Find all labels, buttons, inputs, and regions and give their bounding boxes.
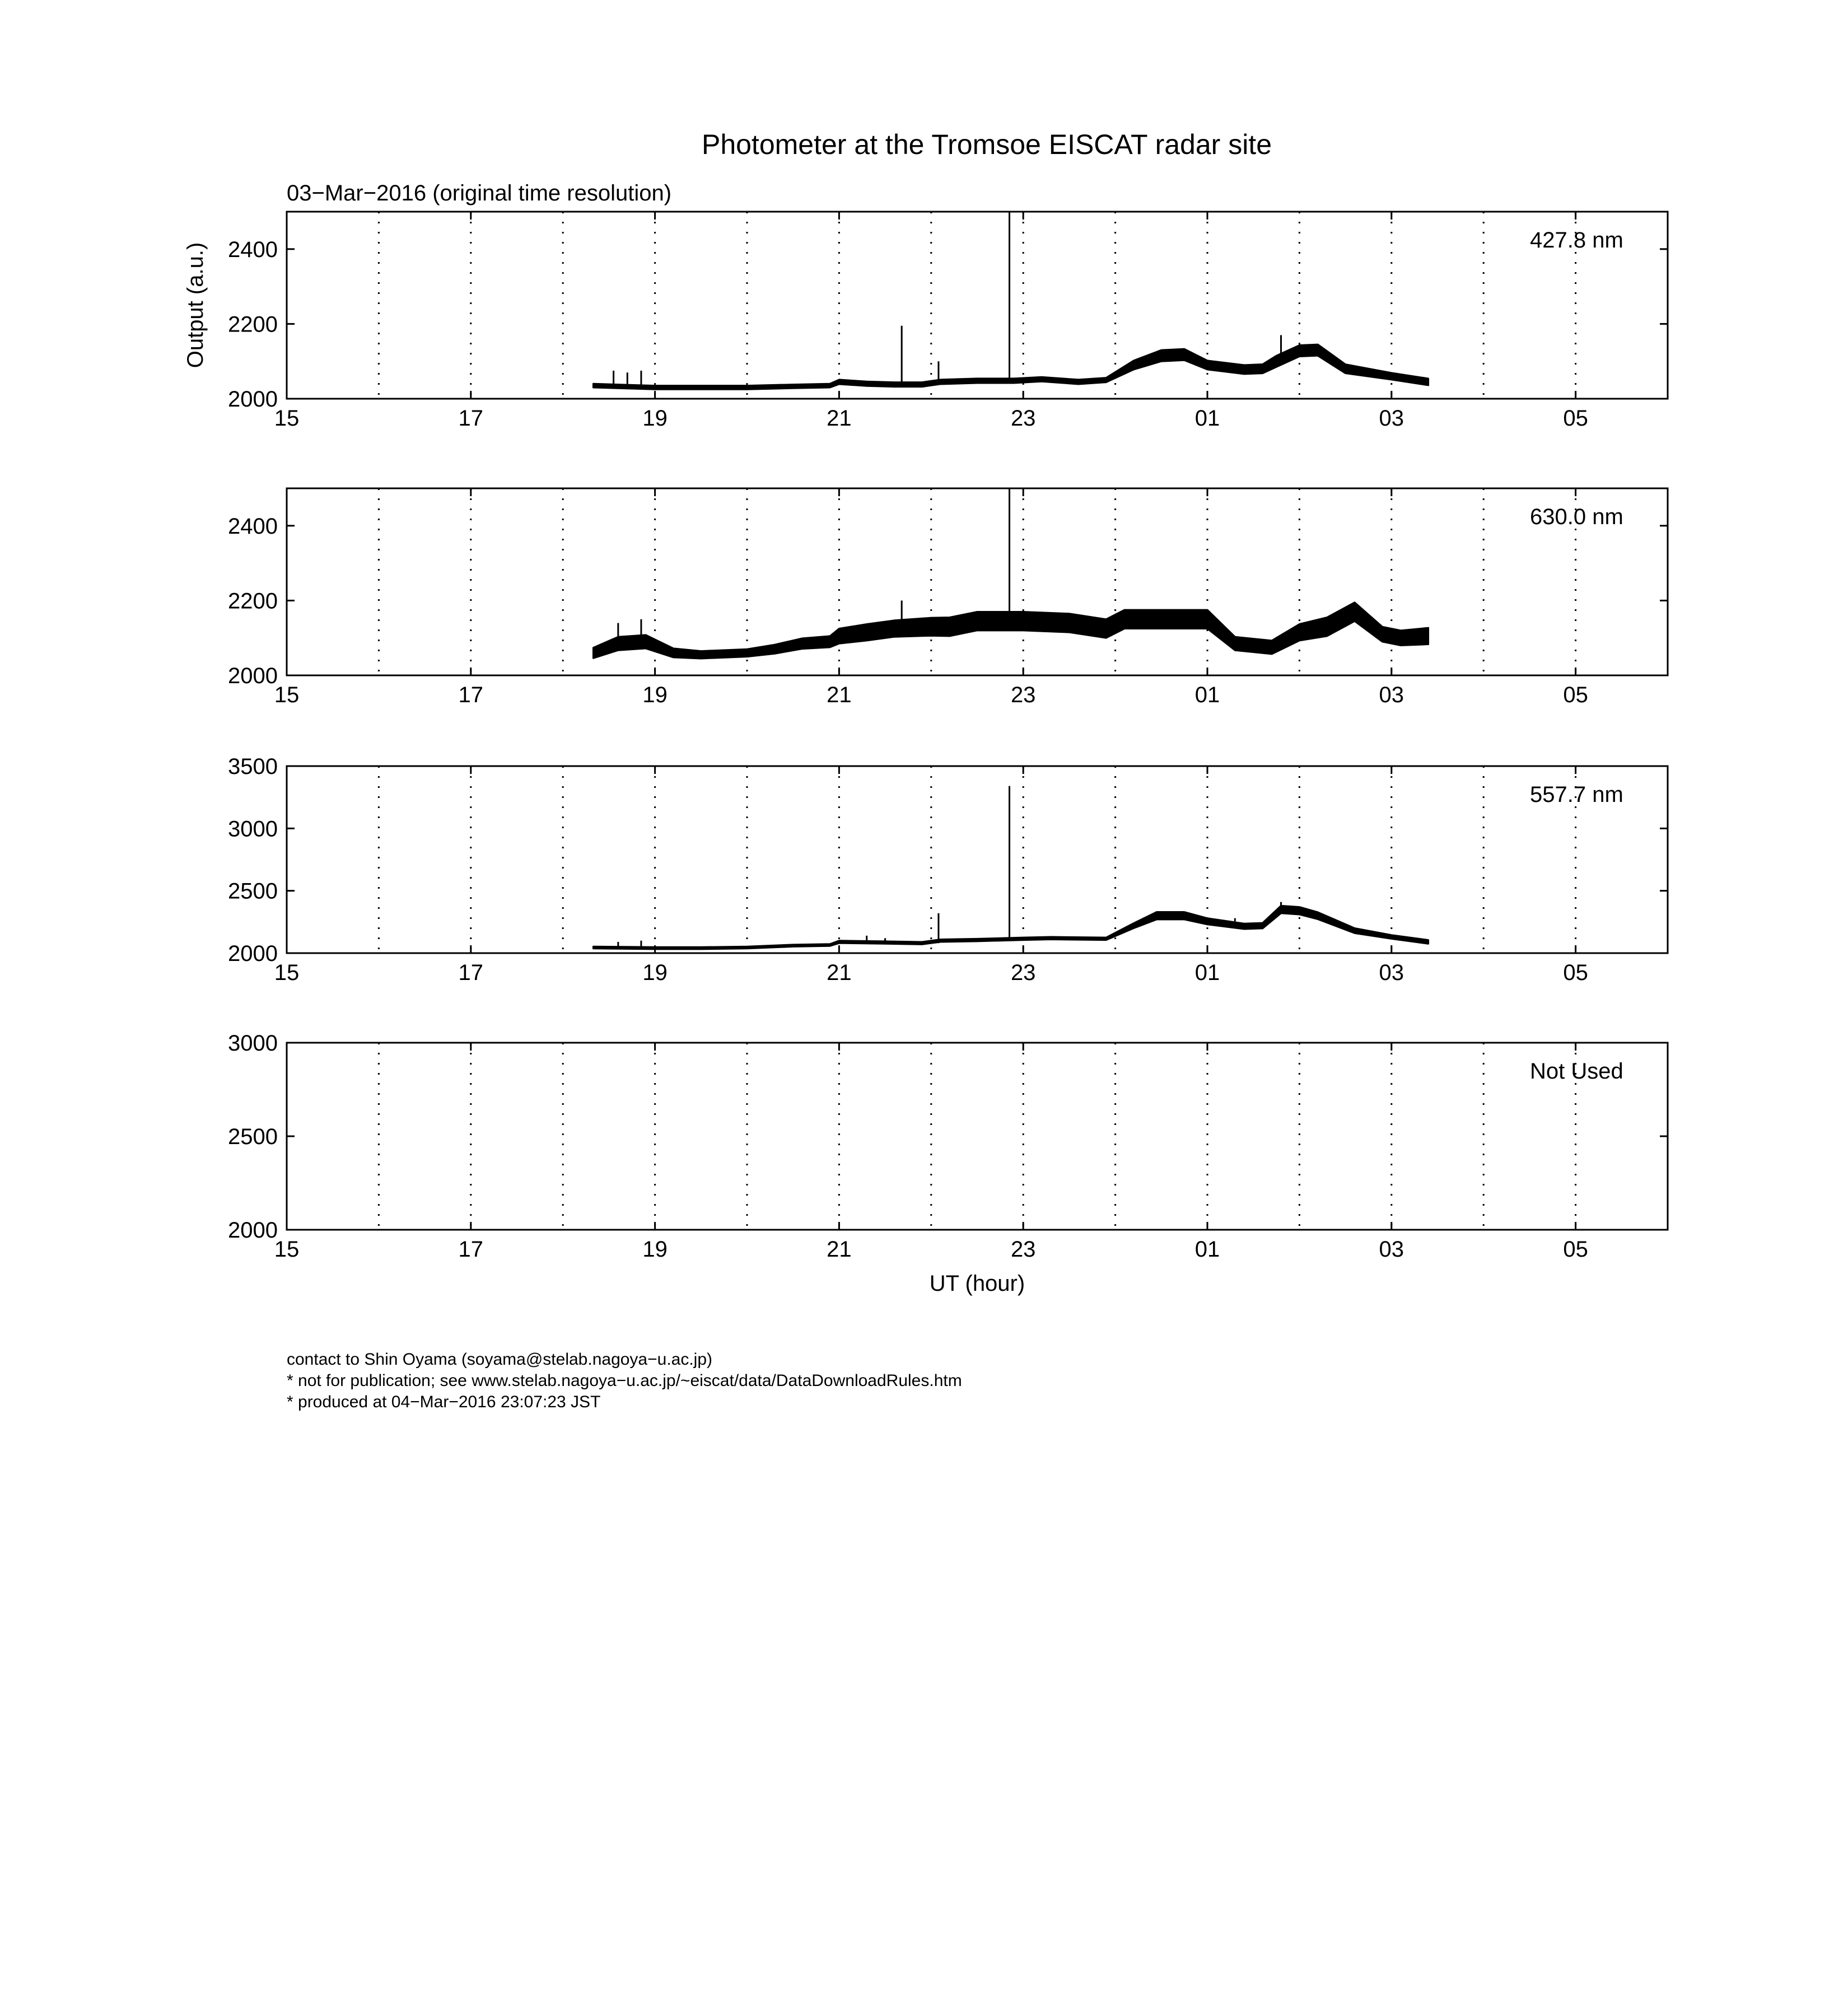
panel-label: 557.7 nm xyxy=(1530,782,1623,807)
x-tick-label: 17 xyxy=(458,1237,484,1262)
x-tick-label: 15 xyxy=(274,406,300,431)
x-tick-label: 17 xyxy=(458,406,484,431)
x-tick-label: 23 xyxy=(1010,1237,1036,1262)
x-tick-label: 21 xyxy=(827,683,852,707)
x-tick-label: 23 xyxy=(1010,960,1036,985)
x-tick-label: 19 xyxy=(642,1237,668,1262)
y-tick-label: 2500 xyxy=(228,1124,278,1149)
y-tick-label: 2500 xyxy=(228,879,278,904)
y-tick-label: 3500 xyxy=(228,754,278,779)
panel-label: Not Used xyxy=(1530,1059,1623,1084)
panel-427-8nm xyxy=(228,212,1668,431)
y-tick-label: 2200 xyxy=(228,589,278,614)
x-tick-label: 19 xyxy=(642,683,668,707)
axes-box xyxy=(287,1043,1668,1230)
x-tick-label: 03 xyxy=(1379,1237,1404,1262)
y-tick-label: 2000 xyxy=(228,664,278,688)
footer-produced-at: * produced at 04−Mar−2016 23:07:23 JST xyxy=(287,1393,601,1411)
x-tick-label: 15 xyxy=(274,1237,300,1262)
figure-subtitle: 03−Mar−2016 (original time resolution) xyxy=(287,181,672,206)
x-tick-label: 03 xyxy=(1379,406,1404,431)
panel-not-used xyxy=(228,1031,1668,1262)
x-tick-label: 15 xyxy=(274,960,300,985)
panel-label: 630.0 nm xyxy=(1530,505,1623,529)
panel-630-0nm xyxy=(228,488,1668,707)
x-tick-label: 01 xyxy=(1194,960,1220,985)
y-tick-label: 2000 xyxy=(228,941,278,966)
y-tick-label: 2400 xyxy=(228,237,278,262)
x-tick-label: 21 xyxy=(827,406,852,431)
x-tick-label: 21 xyxy=(827,960,852,985)
x-tick-label: 03 xyxy=(1379,960,1404,985)
y-tick-label: 3000 xyxy=(228,1031,278,1056)
x-tick-label: 23 xyxy=(1010,406,1036,431)
x-tick-label: 01 xyxy=(1194,1237,1220,1262)
y-axis-label: Output (a.u.) xyxy=(183,242,208,368)
x-tick-label: 19 xyxy=(642,960,668,985)
y-tick-label: 2000 xyxy=(228,1218,278,1243)
x-tick-label: 03 xyxy=(1379,683,1404,707)
axes-box xyxy=(287,488,1668,675)
x-tick-label: 01 xyxy=(1194,406,1220,431)
x-tick-label: 19 xyxy=(642,406,668,431)
x-tick-label: 05 xyxy=(1563,960,1588,985)
panel-557-7nm xyxy=(228,754,1668,985)
y-tick-label: 3000 xyxy=(228,816,278,842)
x-tick-label: 21 xyxy=(827,1237,852,1262)
x-tick-label: 15 xyxy=(274,683,300,707)
x-tick-label: 05 xyxy=(1563,683,1588,707)
x-axis-label: UT (hour) xyxy=(929,1271,1025,1296)
figure-title: Photometer at the Tromsoe EISCAT radar site xyxy=(701,129,1272,160)
axes-box xyxy=(287,212,1668,399)
y-tick-label: 2200 xyxy=(228,312,278,337)
axes-box xyxy=(287,766,1668,953)
x-tick-label: 17 xyxy=(458,683,484,707)
x-tick-label: 23 xyxy=(1010,683,1036,707)
y-tick-label: 2000 xyxy=(228,387,278,412)
x-tick-label: 17 xyxy=(458,960,484,985)
y-tick-label: 2400 xyxy=(228,514,278,539)
footer-publication-note: * not for publication; see www.stelab.nagoya−u.ac.jp/~eiscat/data/DataDownloadRules.htm xyxy=(287,1371,962,1390)
x-tick-label: 05 xyxy=(1563,406,1588,431)
panel-label: 427.8 nm xyxy=(1530,228,1623,253)
x-tick-label: 05 xyxy=(1563,1237,1588,1262)
x-tick-label: 01 xyxy=(1194,683,1220,707)
footer-contact: contact to Shin Oyama (soyama@stelab.nagoya−u.ac.jp) xyxy=(287,1350,713,1369)
